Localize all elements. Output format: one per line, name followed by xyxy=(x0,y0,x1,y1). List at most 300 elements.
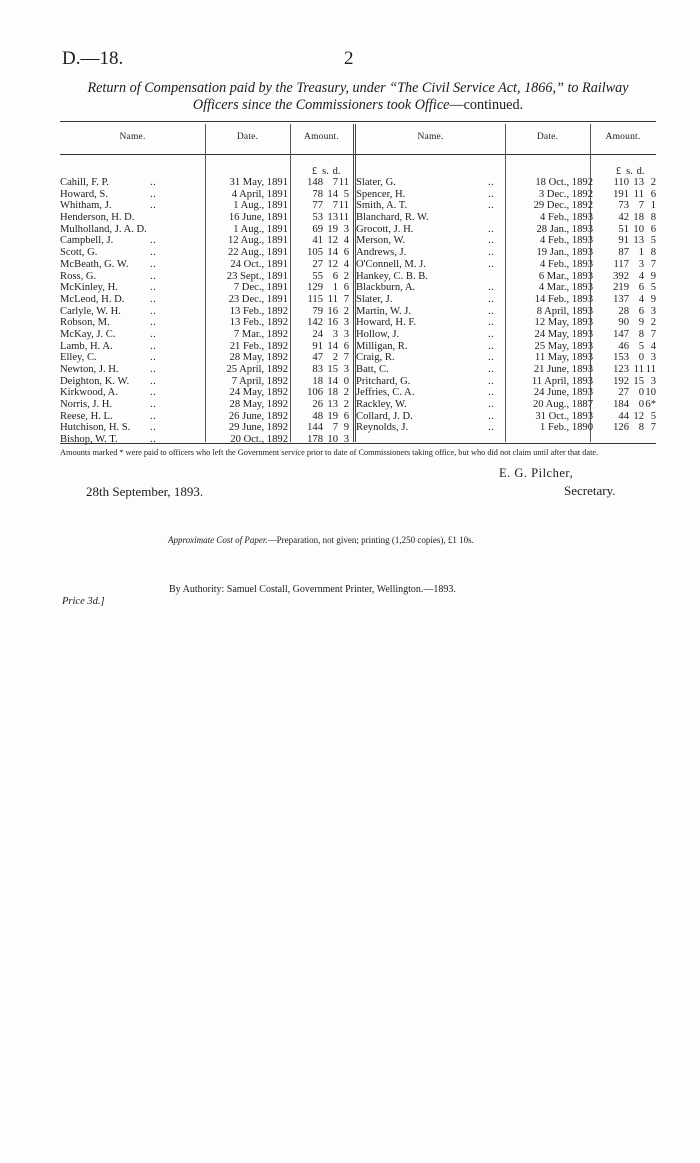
leader-dots: .. xyxy=(150,340,157,352)
date-cell: 24 Oct., 1891 xyxy=(230,258,288,270)
name-cell: Andrews, J. xyxy=(356,247,407,259)
name-cell: Batt, C. xyxy=(356,364,389,375)
pence-cell: 8 xyxy=(650,212,656,224)
name-cell: Merson, W. xyxy=(356,235,406,247)
table-row xyxy=(356,317,656,329)
name-cell: Reynolds, J. xyxy=(356,422,409,434)
pence-cell: 6 xyxy=(343,282,349,294)
shillings-cell: 0 xyxy=(638,352,644,364)
leader-dots: .. xyxy=(488,200,495,212)
table-row xyxy=(356,224,656,236)
title-line-1: Return of Compensation paid by the Treasury, under “The Civil Service Act, 1866,” to Railway xyxy=(87,80,629,96)
header-name-left: Name. xyxy=(119,132,146,142)
shillings-cell: 19 xyxy=(327,223,338,235)
name-cell: Ross, G. xyxy=(60,270,97,282)
pence-cell: 7 xyxy=(343,352,349,364)
table-row xyxy=(60,376,353,388)
table-row xyxy=(356,200,656,212)
date-cell: 6 Mar., 1893 xyxy=(538,270,593,282)
title-line-2 xyxy=(60,97,656,114)
date-cell: 4 April, 1891 xyxy=(231,188,288,200)
table-row xyxy=(60,259,353,271)
pounds-cell: 90 xyxy=(618,317,629,329)
name-cell: Campbell, J. xyxy=(60,235,114,247)
pence-cell: 3 xyxy=(343,328,349,340)
date-cell: 29 June, 1892 xyxy=(228,422,288,434)
table-header-rule xyxy=(60,154,656,155)
header-date-right: Date. xyxy=(536,132,559,142)
pence-cell: 11 xyxy=(338,200,349,212)
unit-pence: d. xyxy=(332,166,341,177)
pounds-cell: 44 xyxy=(618,410,629,422)
pounds-cell: 147 xyxy=(613,328,629,340)
leader-dots: .. xyxy=(488,258,495,270)
pence-cell: 3 xyxy=(650,352,656,364)
pence-cell: 2 xyxy=(343,270,349,282)
shillings-cell: 10 xyxy=(633,223,644,235)
leader-dots: .. xyxy=(488,282,495,294)
shillings-cell: 6 xyxy=(638,282,644,294)
shillings-cell: 0 xyxy=(638,399,644,411)
pence-cell: 3 xyxy=(343,364,349,375)
name-cell: Grocott, J. H. xyxy=(356,223,414,235)
shillings-cell: 19 xyxy=(327,410,338,422)
leader-dots: .. xyxy=(150,305,157,317)
shillings-cell: 18 xyxy=(633,212,644,224)
date-cell: 29 Dec., 1892 xyxy=(533,200,593,212)
date-cell: 1 Aug., 1891 xyxy=(233,200,288,212)
date-cell: 25 May, 1893 xyxy=(534,340,593,352)
date-cell: 11 April, 1893 xyxy=(531,375,593,387)
shillings-cell: 4 xyxy=(638,270,644,282)
table-row xyxy=(356,364,656,376)
date-cell: 4 Mar., 1893 xyxy=(538,282,593,294)
price: Price 3d.] xyxy=(62,596,105,607)
leader-dots: .. xyxy=(150,399,157,411)
pounds-cell: 18 xyxy=(312,375,323,387)
table-row xyxy=(60,411,353,423)
signatory-name: E. G. Pilcher, xyxy=(499,466,574,480)
leader-dots: .. xyxy=(150,328,157,340)
leader-dots: .. xyxy=(150,434,157,446)
leader-dots: .. xyxy=(488,305,495,317)
pounds-cell: 27 xyxy=(618,387,629,399)
pounds-cell: 106 xyxy=(307,387,323,399)
table-row xyxy=(60,189,353,201)
cost-note-text: —Preparation, not given; printing (1,250 copies), £1 10s. xyxy=(267,535,474,545)
date-cell: 21 June, 1893 xyxy=(533,364,593,375)
table-row xyxy=(356,341,656,353)
name-cell: O'Connell, M. J. xyxy=(356,258,426,270)
name-cell: Pritchard, G. xyxy=(356,375,411,387)
leader-dots: .. xyxy=(150,235,157,247)
shillings-cell: 2 xyxy=(332,352,338,364)
table-row xyxy=(356,422,656,434)
header-date-left: Date. xyxy=(236,132,259,142)
pence-cell: 11 xyxy=(338,177,349,188)
shillings-cell: 3 xyxy=(638,258,644,270)
table-row xyxy=(60,177,353,189)
name-cell: Kirkwood, A. xyxy=(60,387,118,399)
name-cell: Robson, M. xyxy=(60,317,110,329)
pence-cell: 6 xyxy=(343,247,349,259)
pounds-cell: 27 xyxy=(312,258,323,270)
leader-dots: .. xyxy=(488,387,495,399)
pounds-cell: 191 xyxy=(613,188,629,200)
shillings-cell: 11 xyxy=(633,188,644,200)
pounds-cell: 148 xyxy=(307,177,323,188)
date-cell: 7 April, 1892 xyxy=(231,375,288,387)
pounds-cell: 73 xyxy=(618,200,629,212)
pence-cell: 3 xyxy=(343,223,349,235)
name-cell: Bishop, W. T. xyxy=(60,434,118,446)
header-name-right: Name. xyxy=(417,132,444,142)
shillings-cell: 12 xyxy=(633,410,644,422)
signatory-title: Secretary. xyxy=(564,483,616,498)
pounds-cell: 79 xyxy=(312,305,323,317)
pence-cell: 11 xyxy=(338,212,349,224)
pence-cell: 4 xyxy=(650,340,656,352)
name-cell: Blanchard, R. W. xyxy=(356,212,429,224)
shillings-cell: 3 xyxy=(332,328,338,340)
pounds-cell: 126 xyxy=(613,422,629,434)
shillings-cell: 8 xyxy=(638,422,644,434)
leader-dots: .. xyxy=(488,247,495,259)
date-cell: 13 Feb., 1892 xyxy=(229,317,288,329)
pounds-cell: 41 xyxy=(312,235,323,247)
pence-cell: 7 xyxy=(650,422,656,434)
table-row xyxy=(356,177,656,189)
name-cell: Elley, C. xyxy=(60,352,97,364)
name-cell: Jeffries, C. A. xyxy=(356,387,415,399)
shillings-cell: 6 xyxy=(332,270,338,282)
table-row xyxy=(60,329,353,341)
date-cell: 23 Sept., 1891 xyxy=(226,270,288,282)
table-row xyxy=(60,317,353,329)
table-row xyxy=(60,282,353,294)
date-cell: 18 Oct., 1892 xyxy=(535,177,593,188)
date-cell: 31 Oct., 1893 xyxy=(535,410,593,422)
name-cell: Milligan, R. xyxy=(356,340,408,352)
pence-cell: 7 xyxy=(650,258,656,270)
date-cell: 7 Dec., 1891 xyxy=(233,282,288,294)
name-cell: McLeod, H. D. xyxy=(60,293,125,305)
date-cell: 11 May, 1893 xyxy=(534,352,593,364)
pence-cell: 5 xyxy=(343,188,349,200)
pence-cell: 6* xyxy=(645,399,656,411)
pence-cell: 6 xyxy=(343,410,349,422)
table-row xyxy=(60,306,353,318)
shillings-cell: 13 xyxy=(633,177,644,188)
leader-dots: .. xyxy=(488,364,495,375)
shillings-cell: 8 xyxy=(638,328,644,340)
name-cell: Hutchison, H. S. xyxy=(60,422,131,434)
pence-cell: 0 xyxy=(343,375,349,387)
shillings-cell: 13 xyxy=(327,399,338,411)
table-row xyxy=(60,341,353,353)
table-row xyxy=(356,294,656,306)
shillings-cell: 7 xyxy=(332,177,338,188)
shillings-cell: 13 xyxy=(327,212,338,224)
pence-cell: 4 xyxy=(343,235,349,247)
pounds-cell: 137 xyxy=(613,293,629,305)
title-line-2-suffix: —continued. xyxy=(449,97,524,113)
pounds-cell: 42 xyxy=(618,212,629,224)
date-cell: 22 Aug., 1891 xyxy=(227,247,288,259)
shillings-cell: 11 xyxy=(327,293,338,305)
pence-cell: 3 xyxy=(343,317,349,329)
header-amount-right: Amount. xyxy=(605,132,641,142)
pence-cell: 2 xyxy=(343,387,349,399)
leader-dots: .. xyxy=(150,247,157,259)
date-cell: 26 June, 1892 xyxy=(228,410,288,422)
signature-date: 28th September, 1893. xyxy=(86,484,204,499)
pence-cell: 2 xyxy=(650,317,656,329)
leader-dots: .. xyxy=(150,317,157,329)
leader-dots: .. xyxy=(150,364,157,375)
pounds-cell: 53 xyxy=(312,212,323,224)
pounds-cell: 48 xyxy=(312,410,323,422)
date-cell: 12 Aug., 1891 xyxy=(227,235,288,247)
name-cell: Scott, G. xyxy=(60,247,98,259)
shillings-cell: 13 xyxy=(633,235,644,247)
pence-cell: 10 xyxy=(645,387,656,399)
shillings-cell: 7 xyxy=(638,200,644,212)
leader-dots: .. xyxy=(488,328,495,340)
pounds-cell: 110 xyxy=(613,177,629,188)
name-cell: Craig, R. xyxy=(356,352,395,364)
leader-dots: .. xyxy=(488,188,495,200)
pounds-cell: 184 xyxy=(613,399,629,411)
pounds-cell: 24 xyxy=(312,328,323,340)
date-cell: 20 Aug., 1887 xyxy=(532,399,593,411)
name-cell: Newton, J. H. xyxy=(60,364,119,375)
shillings-cell: 1 xyxy=(638,247,644,259)
name-cell: Spencer, H. xyxy=(356,188,406,200)
pounds-cell: 129 xyxy=(307,282,323,294)
date-cell: 3 Dec., 1892 xyxy=(538,188,593,200)
shillings-cell: 18 xyxy=(327,387,338,399)
cost-note-label: Approximate Cost of Paper. xyxy=(168,535,268,545)
table-row xyxy=(356,352,656,364)
shillings-cell: 12 xyxy=(327,258,338,270)
date-cell: 24 May, 1893 xyxy=(534,328,593,340)
shillings-cell: 4 xyxy=(638,293,644,305)
leader-dots: .. xyxy=(150,177,157,188)
shillings-cell: 9 xyxy=(638,317,644,329)
pence-cell: 5 xyxy=(650,410,656,422)
leader-dots: .. xyxy=(488,177,495,188)
name-cell: Norris, J. H. xyxy=(60,399,113,411)
table-row xyxy=(60,200,353,212)
pounds-cell: 91 xyxy=(618,235,629,247)
table-row xyxy=(356,212,656,224)
pence-cell: 5 xyxy=(650,235,656,247)
table-row xyxy=(60,271,353,283)
title-line-2-italic: Officers since the Commissioners took Office xyxy=(192,97,450,113)
pounds-cell: 78 xyxy=(312,188,323,200)
shillings-cell: 0 xyxy=(638,387,644,399)
name-cell: Rackley, W. xyxy=(356,399,407,411)
name-cell: Collard, J. D. xyxy=(356,410,413,422)
table-row xyxy=(60,364,353,376)
shillings-cell: 1 xyxy=(332,282,338,294)
leader-dots: .. xyxy=(488,235,495,247)
date-cell: 8 April, 1893 xyxy=(536,305,593,317)
pence-cell: 3 xyxy=(343,434,349,446)
shillings-cell: 14 xyxy=(327,247,338,259)
amount-units-right xyxy=(613,166,646,177)
pounds-cell: 178 xyxy=(307,434,323,446)
unit-shillings: s. xyxy=(626,166,633,177)
cost-note xyxy=(168,535,474,545)
pence-cell: 5 xyxy=(650,282,656,294)
pounds-cell: 219 xyxy=(613,282,629,294)
pence-cell: 9 xyxy=(650,293,656,305)
name-cell: McKinley, H. xyxy=(60,282,118,294)
leader-dots: .. xyxy=(150,352,157,364)
pence-cell: 6 xyxy=(650,188,656,200)
pounds-cell: 153 xyxy=(613,352,629,364)
leader-dots: .. xyxy=(488,399,495,411)
pounds-cell: 123 xyxy=(613,364,629,375)
leader-dots: .. xyxy=(150,200,157,212)
table-row xyxy=(356,411,656,423)
name-cell: Hollow, J. xyxy=(356,328,400,340)
date-cell: 19 Jan., 1893 xyxy=(536,247,593,259)
date-cell: 25 April, 1892 xyxy=(226,364,288,375)
table-right-half xyxy=(356,177,656,434)
pence-cell: 2 xyxy=(650,177,656,188)
pounds-cell: 142 xyxy=(307,317,323,329)
table-row xyxy=(356,387,656,399)
pence-cell: 7 xyxy=(343,293,349,305)
date-cell: 28 May, 1892 xyxy=(229,399,288,411)
pence-cell: 3 xyxy=(650,305,656,317)
leader-dots: .. xyxy=(150,375,157,387)
date-cell: 13 Feb., 1892 xyxy=(229,305,288,317)
table-row xyxy=(60,352,353,364)
date-cell: 4 Feb., 1893 xyxy=(540,212,593,224)
name-cell: Howard, H. F. xyxy=(356,317,417,329)
date-cell: 1 Feb., 1890 xyxy=(540,422,593,434)
table-left-half xyxy=(60,177,353,446)
name-cell: Slater, J. xyxy=(356,293,393,305)
table-row xyxy=(356,399,656,411)
date-cell: 31 May, 1891 xyxy=(229,177,288,188)
table-row xyxy=(356,247,656,259)
pounds-cell: 117 xyxy=(613,258,629,270)
name-cell: Mulholland, J. A. D. xyxy=(60,223,147,235)
table-row xyxy=(60,212,353,224)
table-row xyxy=(60,434,353,446)
table-row xyxy=(356,376,656,388)
shillings-cell: 14 xyxy=(327,375,338,387)
name-cell: Cahill, F. P. xyxy=(60,177,109,188)
shillings-cell: 5 xyxy=(638,340,644,352)
pence-cell: 9 xyxy=(650,270,656,282)
leader-dots: .. xyxy=(488,352,495,364)
leader-dots: .. xyxy=(488,293,495,305)
pounds-cell: 87 xyxy=(618,247,629,259)
name-cell: Slater, G. xyxy=(356,177,396,188)
table-row xyxy=(356,259,656,271)
date-cell: 24 May, 1892 xyxy=(229,387,288,399)
leader-dots: .. xyxy=(150,387,157,399)
shillings-cell: 7 xyxy=(332,422,338,434)
shillings-cell: 16 xyxy=(327,317,338,329)
date-cell: 1 Aug., 1891 xyxy=(233,223,288,235)
table-row xyxy=(60,224,353,236)
shillings-cell: 10 xyxy=(327,434,338,446)
leader-dots: .. xyxy=(488,223,495,235)
table-top-rule xyxy=(60,121,656,122)
pence-cell: 2 xyxy=(343,399,349,411)
pounds-cell: 115 xyxy=(307,293,323,305)
shillings-cell: 11 xyxy=(633,364,644,375)
leader-dots: .. xyxy=(488,317,495,329)
pence-cell: 4 xyxy=(343,258,349,270)
unit-pence: d. xyxy=(636,166,645,177)
date-cell: 20 Oct., 1892 xyxy=(230,434,288,446)
shillings-cell: 15 xyxy=(327,364,338,375)
leader-dots: .. xyxy=(150,258,157,270)
pounds-cell: 51 xyxy=(618,223,629,235)
date-cell: 23 Dec., 1891 xyxy=(228,293,288,305)
shillings-cell: 15 xyxy=(633,375,644,387)
pence-cell: 6 xyxy=(650,223,656,235)
date-cell: 4 Feb., 1893 xyxy=(540,235,593,247)
name-cell: Smith, A. T. xyxy=(356,200,408,212)
table-row xyxy=(356,235,656,247)
unit-pounds: £ xyxy=(311,166,318,177)
pounds-cell: 46 xyxy=(618,340,629,352)
date-cell: 28 Jan., 1893 xyxy=(536,223,593,235)
shillings-cell: 7 xyxy=(332,200,338,212)
page-identifier: D.—18. xyxy=(62,48,124,69)
shillings-cell: 14 xyxy=(327,340,338,352)
pounds-cell: 47 xyxy=(312,352,323,364)
header-amount-left: Amount. xyxy=(304,132,339,142)
pence-cell: 11 xyxy=(645,364,656,375)
name-cell: McBeath, G. W. xyxy=(60,258,129,270)
name-cell: Carlyle, W. H. xyxy=(60,305,121,317)
name-cell: Martin, W. J. xyxy=(356,305,412,317)
pence-cell: 7 xyxy=(650,328,656,340)
pounds-cell: 83 xyxy=(312,364,323,375)
shillings-cell: 16 xyxy=(327,305,338,317)
table-row xyxy=(356,189,656,201)
table-row xyxy=(60,235,353,247)
date-cell: 14 Feb., 1893 xyxy=(534,293,593,305)
pence-cell: 6 xyxy=(343,340,349,352)
date-cell: 7 Mar., 1892 xyxy=(233,328,288,340)
name-cell: Deighton, K. W. xyxy=(60,375,130,387)
date-cell: 16 June, 1891 xyxy=(228,212,288,224)
name-cell: Blackburn, A. xyxy=(356,282,416,294)
table-row xyxy=(60,387,353,399)
footnote: Amounts marked * were paid to officers who left the Government service prior to date of Commissioners taking office, but who did not claim until after that date. xyxy=(60,448,599,457)
table-row xyxy=(356,329,656,341)
pounds-cell: 69 xyxy=(312,223,323,235)
authority-line: By Authority: Samuel Costall, Government Printer, Wellington.—1893. xyxy=(169,584,456,595)
name-cell: Howard, S. xyxy=(60,188,108,200)
pounds-cell: 392 xyxy=(613,270,629,282)
shillings-cell: 14 xyxy=(327,188,338,200)
pounds-cell: 26 xyxy=(312,399,323,411)
date-cell: 24 June, 1893 xyxy=(533,387,593,399)
name-cell: Whitham, J. xyxy=(60,200,112,212)
